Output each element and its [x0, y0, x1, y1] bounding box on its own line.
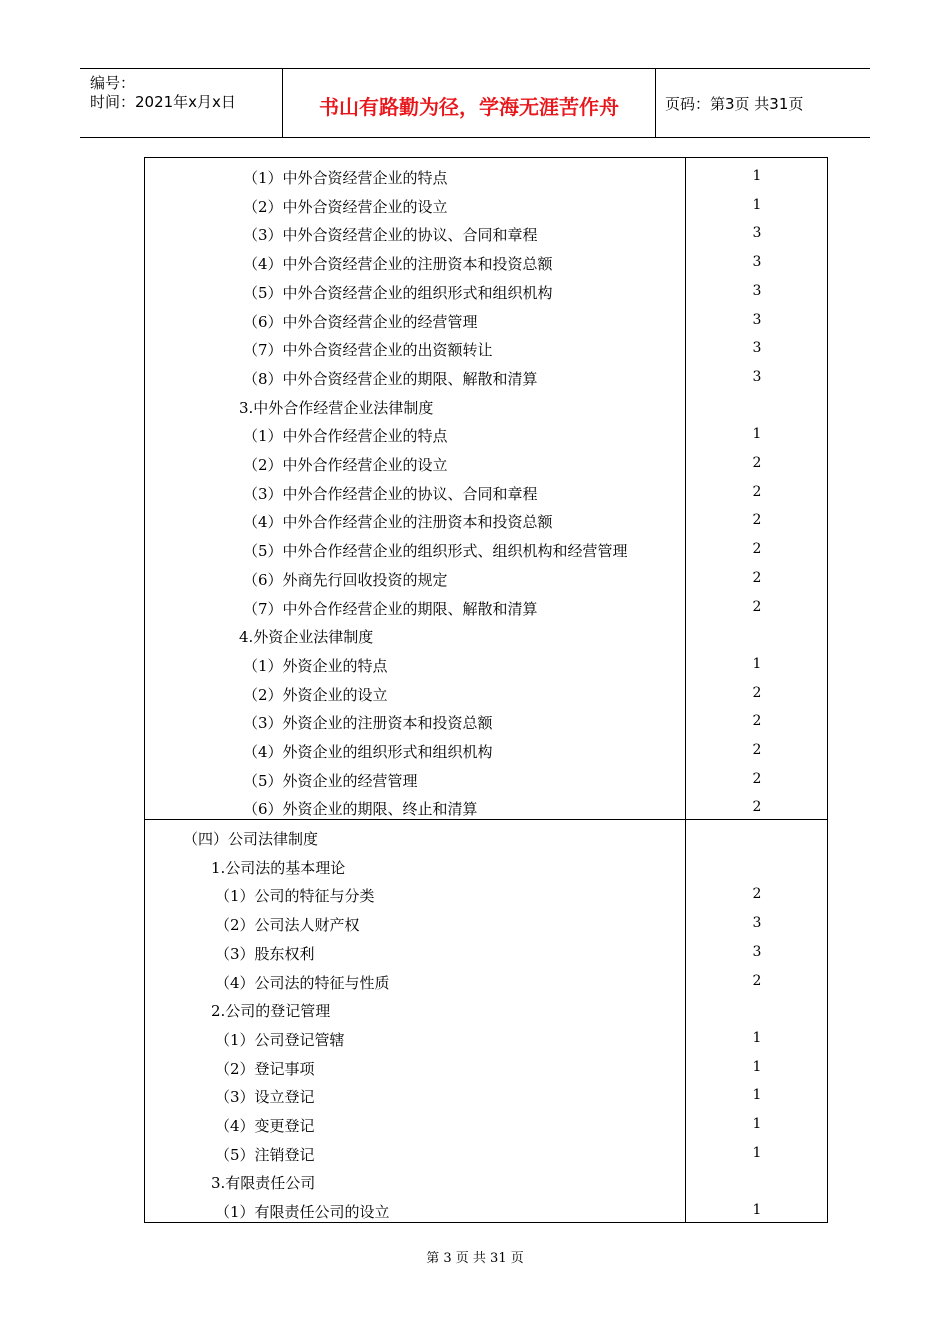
- outline-item-text: （6）外商先行回收投资的规定: [243, 570, 448, 589]
- table-row: [145, 707, 827, 735]
- outline-item-value: 1: [752, 196, 762, 213]
- outline-item-value: 1: [752, 426, 762, 443]
- outline-item-text: （7）中外合资经营企业的出资额转让: [243, 341, 493, 360]
- outline-item-text: （4）公司法的特征与性质: [215, 973, 390, 992]
- outline-item-text: 2.公司的登记管理: [211, 1002, 331, 1021]
- outline-item-text: （6）外资企业的期限、终止和清算: [243, 800, 478, 819]
- table-row: [145, 1053, 827, 1081]
- outline-item-value: 2: [752, 684, 762, 701]
- page-footer: 第 3 页 共 31 页: [426, 1251, 524, 1266]
- motto-text: 书山有路勤为径，学海无涯苦作舟: [319, 95, 619, 119]
- table-row: [145, 621, 827, 649]
- table-row: [145, 535, 827, 563]
- outline-item-text: （4）外资企业的组织形式和组织机构: [243, 743, 493, 761]
- header-motto-cell: [282, 69, 656, 137]
- table-row: [145, 967, 827, 995]
- outline-item-value: 2: [752, 713, 762, 730]
- outline-item-value: 2: [752, 569, 762, 586]
- table-row: [145, 363, 827, 391]
- outline-item-value: 1: [752, 168, 762, 184]
- table-row: [145, 449, 827, 477]
- document-number-label: 编号：: [90, 74, 136, 92]
- table-row: [145, 765, 827, 793]
- outline-item-text: （3）中外合资经营企业的协议、合同和章程: [243, 226, 538, 245]
- table-row: [145, 1110, 827, 1138]
- table-row: [145, 938, 827, 966]
- table-row: [145, 478, 827, 506]
- outline-item-text: （2）公司法人财产权: [215, 916, 360, 935]
- table-row: [145, 995, 827, 1023]
- outline-item-text: （4）变更登记: [215, 1117, 315, 1135]
- table-row: [145, 679, 827, 707]
- table-row: [145, 852, 827, 880]
- table-row: [145, 1139, 827, 1167]
- outline-item-text: （2）中外合作经营企业的设立: [243, 456, 448, 474]
- table-row: [145, 334, 827, 362]
- outline-item-text: （1）中外合作经营企业的特点: [243, 427, 448, 446]
- outline-item-text: （四）公司法律制度: [183, 830, 319, 848]
- outline-item-text: 1.公司法的基本理论: [211, 858, 346, 877]
- outline-item-value: 2: [752, 799, 762, 816]
- outline-item-value: 2: [752, 455, 762, 471]
- outline-item-text: （5）中外合资经营企业的组织形式和组织机构: [243, 283, 553, 302]
- page-header: [80, 68, 870, 138]
- outline-item-text: （2）登记事项: [215, 1059, 315, 1078]
- header-meta-cell: [80, 69, 282, 137]
- outline-item-text: 3.中外合作经营企业法律制度: [239, 398, 434, 417]
- table-row: [145, 162, 827, 190]
- table-row: [145, 1081, 827, 1109]
- outline-item-text: （3）设立登记: [215, 1088, 315, 1107]
- table-row: [145, 277, 827, 305]
- header-page-cell: [655, 69, 870, 137]
- table-row: [145, 306, 827, 334]
- table-row: [145, 506, 827, 534]
- outline-item-text: （1）公司登记管辖: [215, 1030, 345, 1049]
- outline-item-value: 3: [752, 311, 762, 328]
- table-row: [145, 823, 827, 851]
- table-row: [145, 564, 827, 592]
- outline-item-text: （5）注销登记: [215, 1145, 315, 1164]
- outline-item-value: 1: [752, 1087, 762, 1104]
- outline-item-text: （8）中外合资经营企业的期限、解散和清算: [243, 369, 538, 388]
- outline-item-value: 2: [752, 770, 762, 787]
- table-row: [145, 420, 827, 448]
- document-time-label: 时间：2021年x月x日: [90, 93, 236, 111]
- outline-item-text: （3）股东权利: [215, 944, 315, 963]
- outline-item-value: 1: [752, 1029, 762, 1046]
- outline-item-value: 3: [752, 254, 762, 271]
- outline-item-text: （3）外资企业的注册资本和投资总额: [243, 714, 493, 733]
- table-row: [145, 248, 827, 276]
- table-row: [145, 392, 827, 420]
- outline-item-value: 3: [752, 225, 762, 242]
- outline-item-value: 1: [752, 1058, 762, 1075]
- table-row: [145, 1167, 827, 1195]
- page-number-label: 页码：第3页 共31页: [665, 95, 804, 113]
- table-row: [145, 219, 827, 247]
- outline-item-text: （2）外资企业的设立: [243, 685, 388, 704]
- outline-item-value: 3: [752, 943, 762, 960]
- table-row: [145, 880, 827, 908]
- outline-item-text: （5）中外合作经营企业的组织形式、组织机构和经营管理: [243, 542, 628, 561]
- outline-item-text: （2）中外合资经营企业的设立: [243, 197, 448, 216]
- table-row: [145, 736, 827, 764]
- outline-item-text: （1）公司的特征与分类: [215, 887, 375, 906]
- outline-item-value: 2: [752, 742, 762, 758]
- outline-item-text: （1）有限责任公司的设立: [215, 1203, 390, 1222]
- outline-item-text: 3.有限责任公司: [211, 1174, 316, 1193]
- outline-item-text: （4）中外合作经营企业的注册资本和投资总额: [243, 513, 553, 532]
- outline-item-text: （1）外资企业的特点: [243, 656, 388, 675]
- outline-item-value: 1: [752, 1144, 762, 1161]
- outline-item-value: 2: [752, 541, 762, 558]
- outline-item-value: 2: [752, 598, 762, 615]
- outline-item-value: 2: [752, 512, 762, 529]
- outline-item-text: 4.外资企业法律制度: [239, 628, 374, 647]
- outline-item-text: （5）外资企业的经营管理: [243, 771, 418, 790]
- outline-item-value: 1: [752, 655, 762, 672]
- table-row: [145, 1024, 827, 1052]
- table-row: [145, 909, 827, 937]
- outline-item-text: （6）中外合资经营企业的经营管理: [243, 312, 478, 331]
- table-row: [145, 1196, 827, 1224]
- outline-table: [144, 157, 828, 1223]
- outline-item-value: 2: [752, 483, 762, 500]
- table-row: [145, 191, 827, 219]
- outline-item-value: 2: [752, 972, 762, 989]
- outline-item-value: 3: [752, 915, 762, 932]
- outline-item-value: 1: [752, 1116, 762, 1132]
- table-row: [145, 793, 827, 821]
- outline-item-value: 3: [752, 340, 762, 357]
- outline-item-text: （4）中外合资经营企业的注册资本和投资总额: [243, 255, 553, 274]
- outline-item-text: （1）中外合资经营企业的特点: [243, 169, 448, 187]
- outline-item-value: 2: [752, 886, 762, 903]
- outline-item-value: 3: [752, 368, 762, 385]
- outline-item-value: 1: [752, 1202, 762, 1219]
- outline-item-value: 3: [752, 282, 762, 299]
- outline-item-text: （3）中外合作经营企业的协议、合同和章程: [243, 484, 538, 503]
- table-row: [145, 593, 827, 621]
- outline-item-text: （7）中外合作经营企业的期限、解散和清算: [243, 599, 538, 618]
- table-row: [145, 650, 827, 678]
